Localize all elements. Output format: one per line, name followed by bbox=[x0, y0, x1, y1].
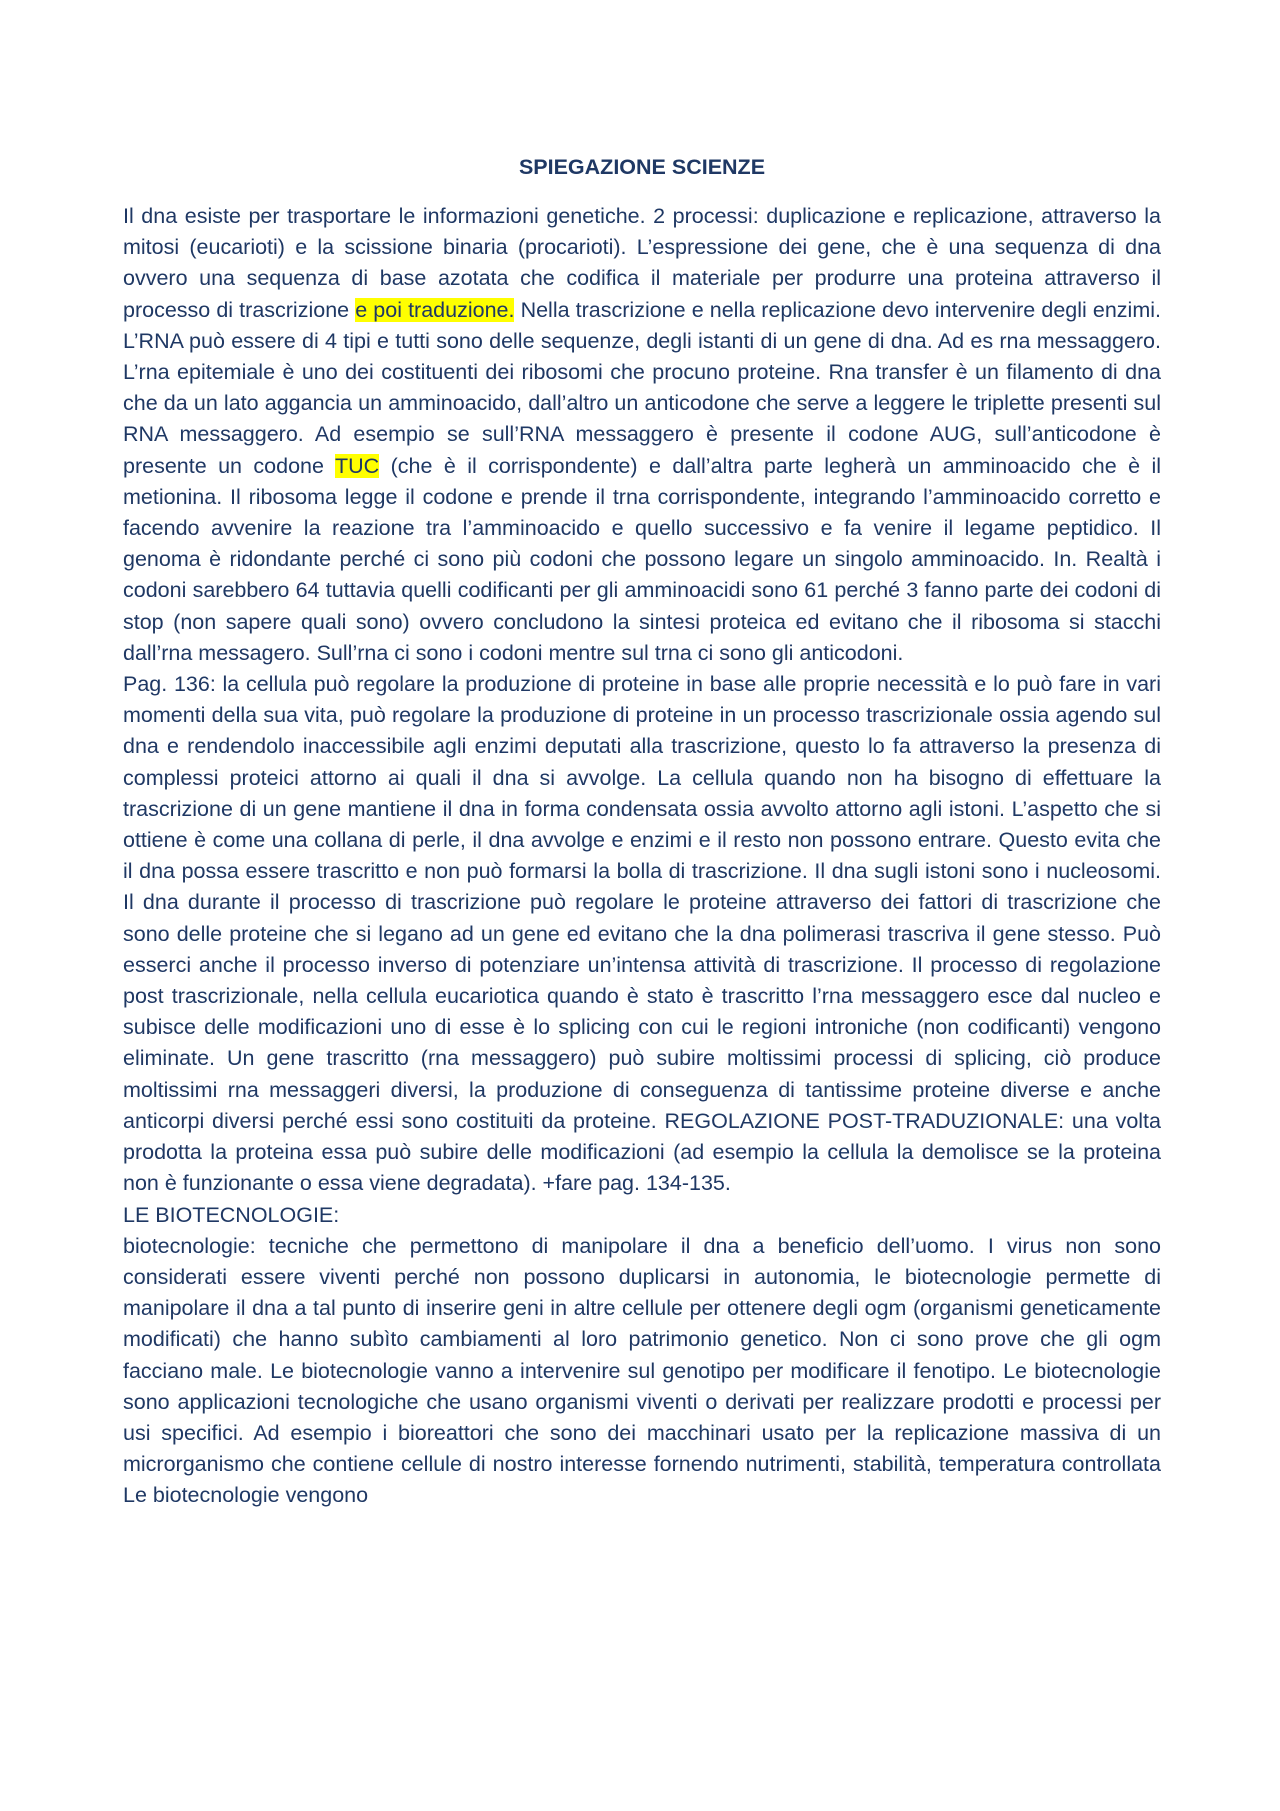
document-title: SPIEGAZIONE SCIENZE bbox=[518, 155, 766, 179]
document-page bbox=[123, 152, 1161, 1512]
paragraph-dna bbox=[123, 201, 1161, 669]
paragraph-dna-text-c: (che è il corrispondente) e dall’altra parte legherà un amminoacido che è il metionina. Il ribosoma legge il codone e prende il trna corrispondente, integrando l’amminoacido corretto e facendo avvenire la reazione tra l’amminoacido e quello successivo e fa venire il legame peptidico. Il genoma è ridondante perché ci sono più codoni che possono legare un singolo amminoacido. In. Realtà i codoni sarebbero 64 tuttavia quelli codificanti per gli amminoacidi sono 61 perché 3 fanno parte dei codoni di stop (non sapere quali sono) ovvero concludono la sintesi proteica ed evitano che il ribosoma si stacchi dall’rna messagero. Sull’rna ci sono i codoni mentre sul trna ci sono gli anticodoni. bbox=[123, 453, 1161, 665]
highlighted-text-tuc: TUC bbox=[334, 453, 380, 478]
paragraph-dna-text-b: Nella trascrizione e nella replicazione devo intervenire degli enzimi. L’RNA può essere di 4 tipi e tutti sono delle sequenze, degli istanti di un gene di dna. Ad es rna messaggero. L’rna epitemiale è uno dei costituenti dei ribosomi che procuno proteine. Rna transfer è un filamento di dna che da un lato aggancia un amminoacido, dall’altro un anticodone che serve a leggere le triplette presenti sul RNA messaggero. Ad esempio se sull’RNA messaggero è presente il codone AUG, sull’anticodone è presente un codone bbox=[123, 297, 1161, 478]
section-heading-biotecnologie: LE BIOTECNOLOGIE: bbox=[123, 1202, 340, 1227]
paragraph-dna-text-a: Il dna esiste per trasportare le informazioni genetiche. 2 processi: duplicazione e replicazione, attraverso la mitosi (eucarioti) e la scissione binaria (procarioti). L’espressione dei gene, che è una sequenza di dna ovvero una sequenza di base azotata che codifica il materiale per produrre una proteina attraverso il processo di trascrizione bbox=[123, 204, 1161, 322]
highlighted-text-traduzione: e poi traduzione. bbox=[355, 297, 515, 322]
paragraph-biotecnologie: biotecnologie: tecniche che permettono di manipolare il dna a beneficio dell’uomo. I virus non sono considerati essere viventi perché non possono duplicarsi in autonomia, le biotecnologie permette di manipolare il dna a tal punto di inserire geni in altre cellule per ottenere degli ogm (organismi geneticamente modificati) che hanno subìto cambiamenti al loro patrimonio genetico. Non ci sono prove che gli ogm facciano male. Le biotecnologie vanno a intervenire sul genotipo per modificare il fenotipo. Le biotecnologie sono applicazioni tecnologiche che usano organismi viventi o derivati per realizzare prodotti e processi per usi specifici. Ad esempio i bioreattori che sono dei macchinari usato per la replicazione massiva di un microrganismo che contiene cellule di nostro interesse fornendo nutrimenti, stabilità, temperatura controllata Le biotecnologie vengono bbox=[123, 1233, 1161, 1508]
paragraph-regolazione: Pag. 136: la cellula può regolare la produzione di proteine in base alle proprie necessità e lo può fare in vari momenti della sua vita, può regolare la produzione di proteine in un processo trascrizionale ossia agendo sul dna e rendendolo inaccessibile agli enzimi deputati alla trascrizione, questo lo fa attraverso la presenza di complessi proteici attorno ai quali il dna si avvolge. La cellula quando non ha bisogno di effettuare la trascrizione di un gene mantiene il dna in forma condensata ossia avvolto attorno agli istoni. L’aspetto che si ottiene è come una collana di perle, il dna avvolge e enzimi e il resto non possono entrare. Questo evita che il dna possa essere trascritto e non può formarsi la bolla di trascrizione. Il dna sugli istoni sono i nucleosomi. Il dna durante il processo di trascrizione può regolare le proteine attraverso dei fattori di trascrizione che sono delle proteine che si legano ad un gene ed evitano che la dna polimerasi trascriva il gene stesso. Può esserci anche il processo inverso di potenziare un’intensa attività di trascrizione. Il processo di regolazione post trascrizionale, nella cellula eucariotica quando è stato è trascritto l’rna messaggero esce dal nucleo e subisce delle modificazioni uno di esse è lo splicing con cui le regioni introniche (non codificanti) vengono eliminate. Un gene trascritto (rna messaggero) può subire moltissimi processi di splicing, ciò produce moltissimi rna messaggeri diversi, la produzione di conseguenza di tantissime proteine diverse e anche anticorpi diversi perché essi sono costituiti da proteine. REGOLAZIONE POST-TRADUZIONALE: una volta prodotta la proteina essa può subire delle modificazioni (ad esempio la cellula la demolisce se la proteina non è funzionante o essa viene degradata). +fare pag. 134-135. bbox=[123, 672, 1161, 1196]
